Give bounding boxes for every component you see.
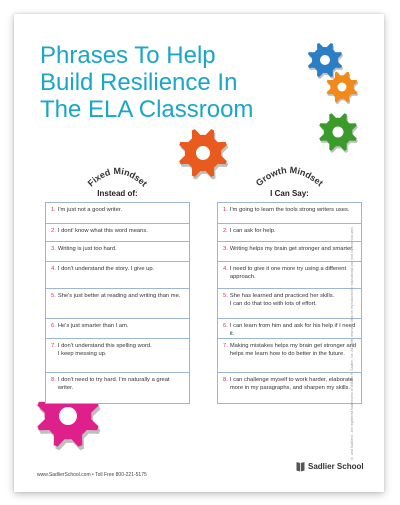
fixed-mindset-arc-label	[45, 146, 190, 196]
growth-mindset-list-item	[218, 289, 361, 319]
item-number: 7.	[51, 343, 56, 349]
item-text: Writing is just too hard.	[57, 246, 117, 252]
growth-mindset-list-item	[218, 319, 361, 339]
growth-mindset-list-item	[218, 373, 361, 403]
growth-mindset-list-item	[218, 339, 361, 373]
page-title: Phrases To Help Build Resilience In The ELA Classroom	[40, 42, 254, 123]
book-icon	[296, 461, 305, 472]
item-text: Making mistakes helps my brain get stronger and helps me learn how to do better in the future.	[229, 343, 357, 357]
item-text: Writing helps my brain get stronger and smarter.	[229, 246, 354, 252]
orange-gear-icon	[324, 69, 360, 105]
growth-mindset-list-item	[218, 203, 361, 224]
fixed-mindset-subheading: Instead of:	[97, 189, 138, 198]
item-number: 1.	[51, 207, 56, 213]
svg-text:Fixed Mindset: Fixed Mindset	[85, 165, 150, 189]
item-number: 1.	[223, 207, 228, 213]
item-text: I can ask for help.	[229, 228, 276, 234]
logo-text: Sadlier School	[308, 462, 364, 471]
footer-contact: www.SadlierSchool.com • Toll Free 800-221-5175	[37, 472, 147, 478]
fixed-mindset-list-item	[46, 319, 189, 339]
growth-mindset-arc-label	[217, 146, 362, 196]
item-number: 3.	[223, 246, 228, 252]
item-text: I can challenge myself to work harder, elaborate more in my paragraphs, and sharpen my skills.	[229, 377, 353, 391]
growth-mindset-column	[217, 164, 362, 404]
item-text: I don't need to try hard. I'm naturally a great writer.	[57, 377, 170, 391]
fixed-mindset-list	[45, 202, 190, 404]
item-number: 6.	[223, 323, 228, 329]
item-text: I don't understand this spelling word. I keep messing up.	[57, 343, 152, 357]
item-text: I'm going to learn the tools strong writers uses.	[229, 207, 350, 213]
growth-mindset-subheading: I Can Say:	[270, 189, 309, 198]
fixed-mindset-list-item	[46, 373, 189, 403]
item-text: I can learn from him and ask for his help if I need it.	[229, 323, 356, 337]
copyright-notice: ® and Sadlier® are registered trademarks of William H. Sadlier, Inc. All rights reserved. May be reproduced for educational use (not commercial use).	[350, 226, 354, 460]
fixed-mindset-list-item	[46, 289, 189, 319]
item-number: 3.	[51, 246, 56, 252]
fixed-mindset-list-item	[46, 339, 189, 373]
item-text: I don't understand the story. I give up.	[57, 266, 155, 272]
item-text: I'm just not a good writer.	[57, 207, 123, 213]
fixed-mindset-column	[45, 165, 190, 404]
fixed-mindset-list-item	[46, 242, 189, 262]
growth-mindset-list-item	[218, 262, 361, 289]
item-text: I dont' know what this word means.	[57, 228, 148, 234]
growth-mindset-list-item	[218, 224, 361, 242]
item-number: 2.	[51, 228, 56, 234]
item-text: She's just better at reading and writing than me.	[57, 293, 181, 299]
item-number: 8.	[223, 377, 228, 383]
item-number: 2.	[223, 228, 228, 234]
fixed-mindset-list-item	[46, 224, 189, 242]
sadlier-logo	[296, 461, 364, 472]
growth-mindset-list	[217, 202, 362, 404]
item-number: 8.	[51, 377, 56, 383]
item-number: 5.	[223, 293, 228, 299]
item-number: 4.	[223, 266, 228, 272]
fixed-mindset-list-item	[46, 262, 189, 289]
item-number: 6.	[51, 323, 56, 329]
svg-text:Growth Mindset: Growth Mindset	[253, 164, 325, 189]
item-number: 5.	[51, 293, 56, 299]
item-text: He's just smarter than I am.	[57, 323, 129, 329]
fixed-mindset-list-item	[46, 203, 189, 224]
item-number: 4.	[51, 266, 56, 272]
item-number: 7.	[223, 343, 228, 349]
item-text: She has learned and practiced her skills. I can do that too with lots of effort.	[229, 293, 335, 307]
item-text: I need to give it one more try using a different approach.	[229, 266, 347, 280]
growth-mindset-list-item	[218, 242, 361, 262]
